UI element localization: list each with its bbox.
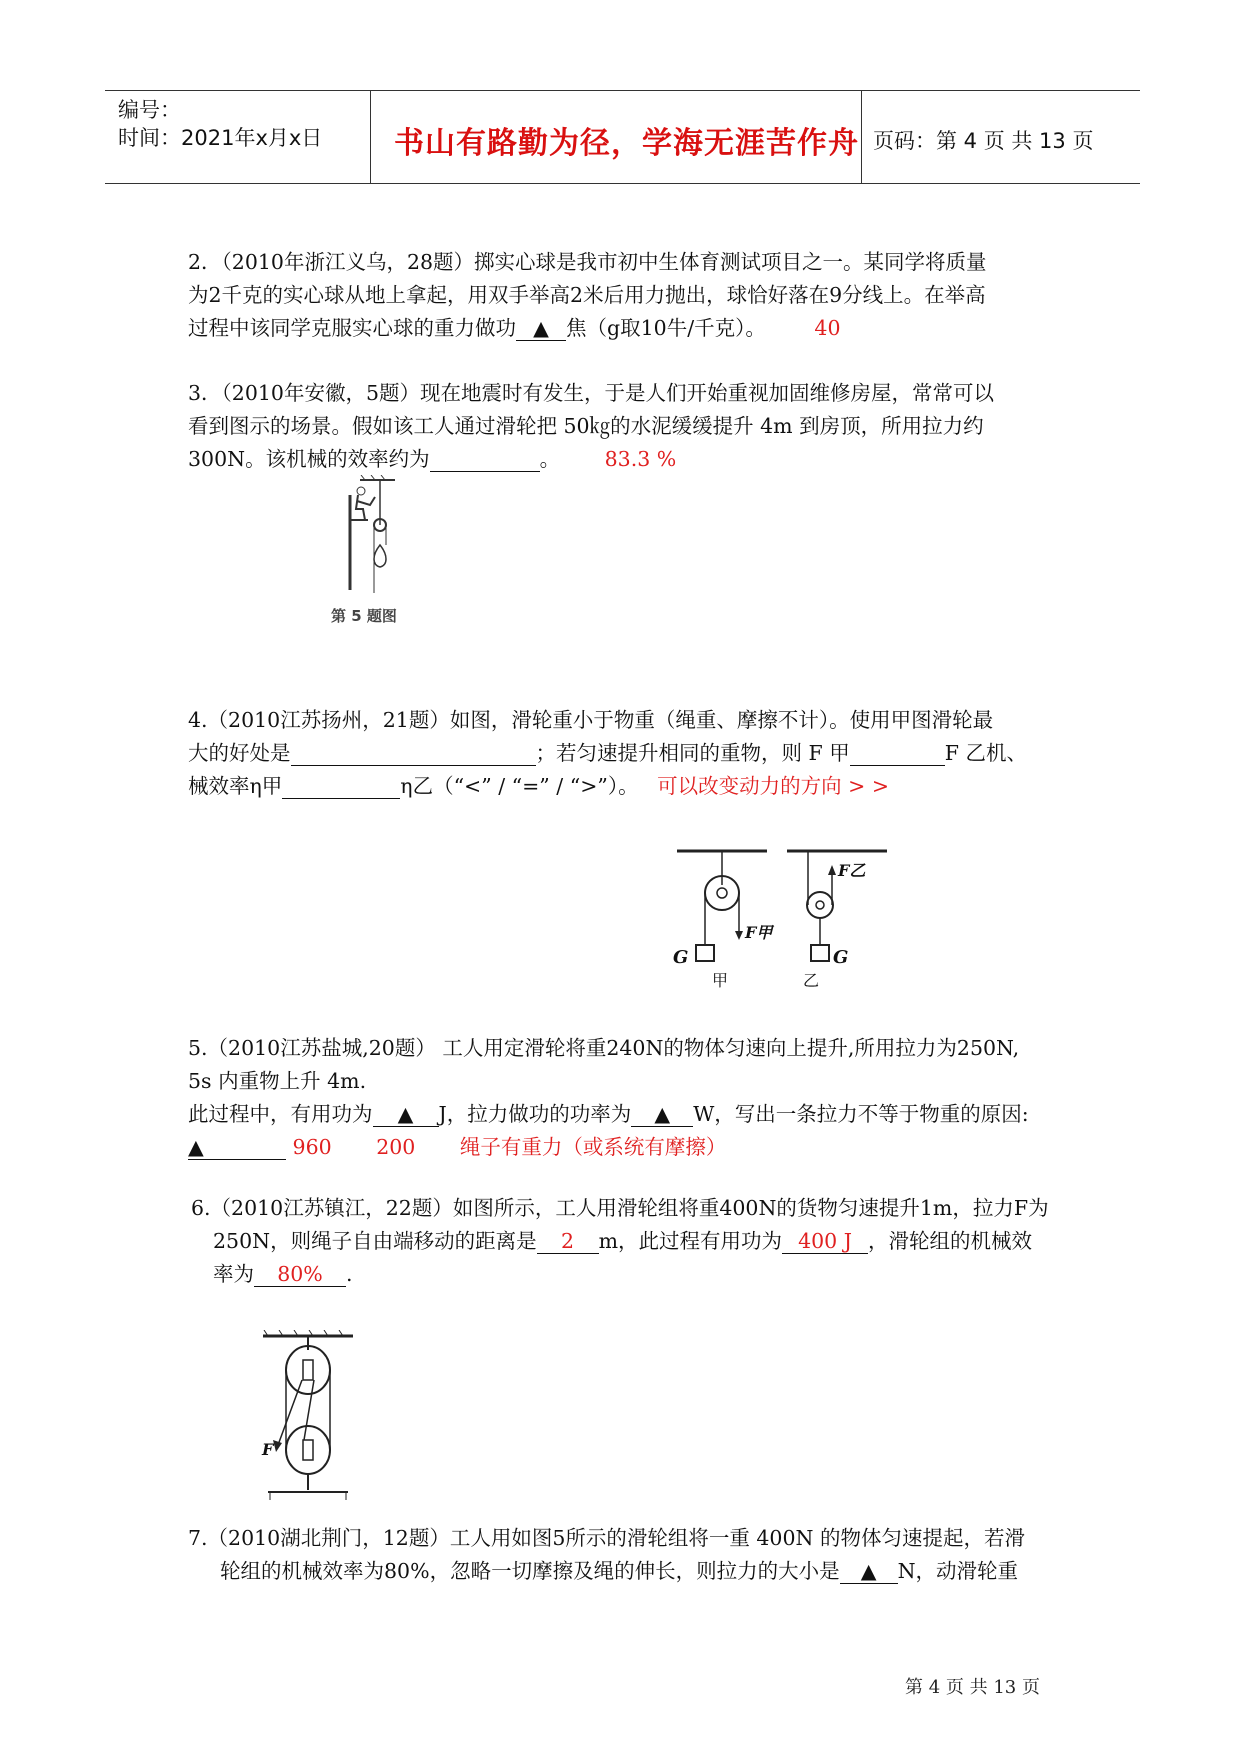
question-4 — [188, 704, 1068, 803]
q7-line2-text: 轮组的机械效率为80%，忽略一切摩擦及绳的伸长，则拉力的大小是 — [220, 1559, 840, 1583]
question-6 — [191, 1192, 1071, 1291]
q6-line3-text: 率为 — [213, 1262, 254, 1286]
q5-line3-text: 此过程中，有用功为 — [188, 1102, 373, 1126]
q7-line2-tail: N，动滑轮重 — [897, 1559, 1019, 1583]
q5-line1: 5.（2010江苏盐城,20题） 工人用定滑轮将重240N的物体匀速向上提升,所用拉力为250N, — [188, 1036, 1020, 1060]
q6-label-f: F — [262, 1440, 274, 1459]
header-page-label: 页码：第 4 页 共 13 页 — [873, 129, 1094, 153]
q4-line2 — [188, 737, 1068, 770]
question-7 — [188, 1522, 1068, 1588]
q4-line1: 4.（2010江苏扬州，21题）如图，滑轮重小于物重（绳重、摩擦不计）。使用甲图滑轮最 — [188, 708, 994, 732]
q3-answer: 83.3 % — [604, 447, 677, 471]
q7-line1: 7.（2010湖北荆门，12题）工人用如图5所示的滑轮组将一重 400N 的物体匀速提起，若滑 — [188, 1526, 1025, 1550]
q5-line3 — [188, 1098, 1068, 1131]
q5-line3-tail: W，写出一条拉力不等于物重的原因: — [693, 1102, 1029, 1126]
q4-label-yi: 乙 — [803, 971, 820, 990]
header-divider-right — [861, 90, 862, 183]
q5-line3-mid: J，拉力做功的功率为 — [438, 1102, 632, 1126]
q4-label-f1: F甲 — [745, 923, 773, 942]
question-2 — [188, 246, 1068, 345]
header-motto: 书山有路勤为径，学海无涯苦作舟 — [394, 126, 859, 161]
q5-answer-blank-1: ▲ — [373, 1102, 439, 1127]
q4-label-jia: 甲 — [712, 971, 729, 990]
q4-label-g2: G — [833, 947, 849, 968]
q2-line3 — [188, 312, 1068, 345]
q7-answer-blank: ▲ — [840, 1559, 898, 1584]
q2-line2: 为2千克的实心球从地上拿起，用双手举高2米后用力抛出，球恰好落在9分线上。在举高 — [188, 283, 986, 307]
q2-answer: 40 — [814, 316, 841, 340]
q5-line4 — [188, 1131, 1068, 1164]
header-bottom-rule — [105, 183, 1140, 184]
q3-line2: 看到图示的场景。假如该工人通过滑轮把 50㎏的水泥缓缓提升 4m 到房顶，所用拉力约 — [188, 414, 984, 438]
q6-answer-1: 2 — [537, 1229, 599, 1254]
q4-line2-mid: ；若匀速提升相同的重物，则 F 甲 — [535, 741, 850, 765]
header-divider-left — [370, 90, 371, 183]
q3-figure-pulley-worker — [330, 475, 440, 600]
q4-line2-text: 大的好处是 — [188, 741, 291, 765]
header-top-rule — [105, 90, 1140, 91]
footer-page-number: 第 4 页 共 13 页 — [905, 1677, 1040, 1698]
q6-line2 — [191, 1225, 1071, 1258]
header-number-label: 编号： — [118, 98, 181, 122]
question-3 — [188, 377, 1068, 476]
q3-line3 — [188, 443, 1068, 476]
q6-line1: 6.（2010江苏镇江，22题）如图所示，工人用滑轮组将重400N的货物匀速提升1m，拉力F为 — [191, 1196, 1049, 1220]
question-5 — [188, 1032, 1068, 1164]
q6-line3-tail: . — [346, 1262, 353, 1286]
q2-answer-blank: ▲ — [516, 316, 566, 341]
q6-line2-mid: m，此过程有用功为 — [598, 1229, 783, 1253]
q4-line2-tail: F 乙机、 — [944, 741, 1028, 765]
q4-line3-tail: η乙（“<” / “=” / “>”）。 — [400, 774, 639, 798]
q7-line2 — [188, 1555, 1068, 1588]
q2-line3-text: 过程中该同学克服实心球的重力做功 — [188, 316, 516, 340]
q4-answer-blank-2 — [850, 741, 945, 766]
q6-line2-text: 250N，则绳子自由端移动的距离是 — [213, 1229, 537, 1253]
q6-line3 — [191, 1258, 1071, 1291]
q4-line3 — [188, 770, 1068, 803]
q5-line2: 5s 内重物上升 4m. — [188, 1069, 367, 1093]
q6-line2-tail: ，滑轮组的机械效 — [868, 1229, 1033, 1253]
q6-answer-3: 80% — [254, 1262, 346, 1287]
header-time-label: 时间：2021年x月x日 — [118, 126, 323, 150]
q5-answer-1: 960 — [292, 1135, 332, 1159]
q4-label-f2: F乙 — [838, 861, 866, 880]
q3-line3-tail: 。 — [539, 447, 561, 471]
q5-answer-3: 绳子有重力（或系统有摩擦） — [459, 1135, 727, 1159]
q2-line1: 2．（2010年浙江义乌，28题）掷实心球是我市初中生体育测试项目之一。某同学将质量 — [188, 250, 987, 274]
q3-answer-blank — [430, 447, 540, 472]
q6-answer-2: 400 J — [782, 1229, 868, 1254]
q4-answer: 可以改变动力的方向 > > — [657, 774, 890, 798]
q5-answer-blank-3: ▲ — [188, 1135, 286, 1160]
q4-answer-blank-3 — [282, 774, 400, 799]
q4-line3-text: 械效率η甲 — [188, 774, 283, 798]
q5-answer-blank-2: ▲ — [631, 1102, 693, 1127]
q2-line3-tail: 焦（g取10牛/千克）。 — [566, 316, 766, 340]
q4-figure-pulleys — [672, 845, 902, 995]
q6-figure-pulley-block — [258, 1330, 368, 1500]
q4-label-g1: G — [673, 947, 689, 968]
q3-figure-caption: 第 5 题图 — [331, 607, 397, 625]
q5-answer-2: 200 — [376, 1135, 416, 1159]
q3-line3-text: 300N。该机械的效率约为 — [188, 447, 430, 471]
q4-answer-blank-1 — [291, 741, 536, 766]
q3-line1: 3．（2010年安徽，5题）现在地震时有发生，于是人们开始重视加固维修房屋，常常可以 — [188, 381, 995, 405]
